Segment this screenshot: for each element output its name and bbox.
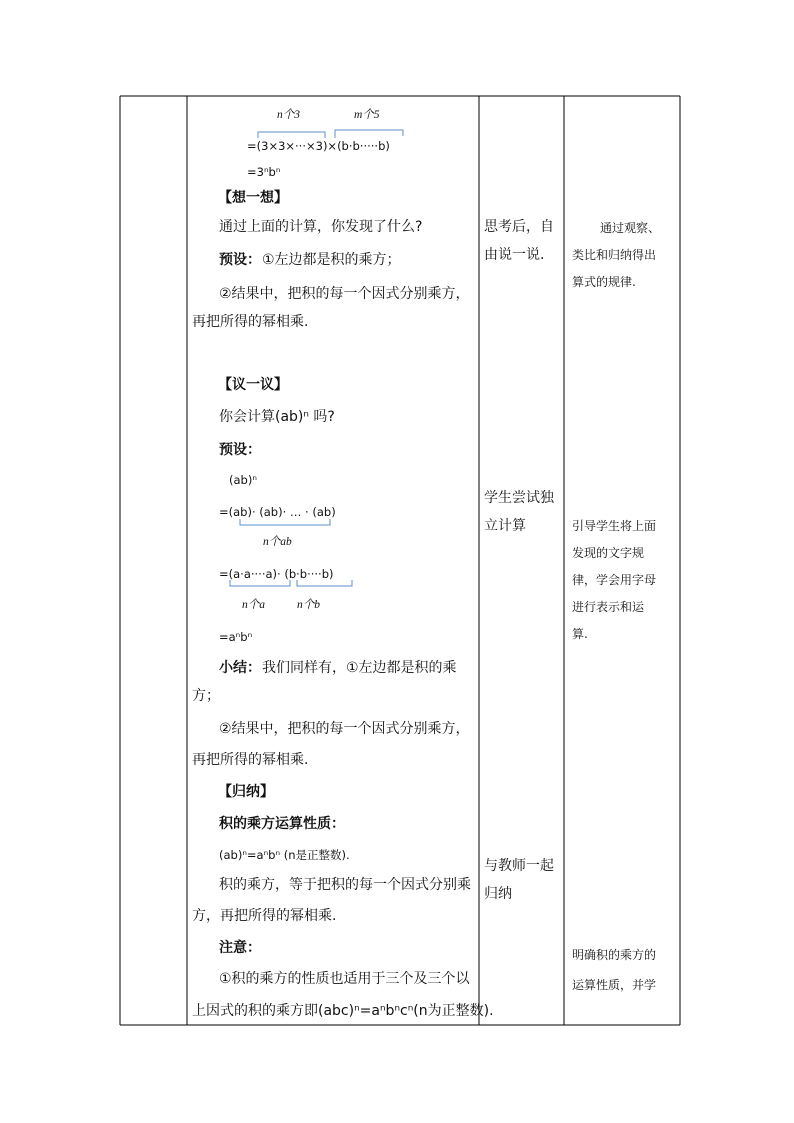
paragraph: ②结果中，把积的每一个因式分别乘方， <box>219 721 470 737</box>
caution-label: 注意： <box>219 940 261 956</box>
design-note: 通过观察、 <box>600 221 661 235</box>
preset-label: 预设： <box>219 252 261 268</box>
brace-label-n3: n个3 <box>277 109 300 121</box>
paragraph: 你会计算(ab)ⁿ 吗? <box>219 409 335 425</box>
design-note: 发现的文字规 <box>572 546 645 560</box>
design-note: 进行表示和运 <box>572 600 645 614</box>
design-note: 引导学生将上面 <box>572 519 657 533</box>
math-line: =(3×3×···×3)×(b·b·····b) <box>247 139 390 153</box>
section-heading: 【想一想】 <box>218 190 288 206</box>
paragraph: 方，再把所得的幂相乘. <box>192 908 337 924</box>
design-note: 类比和归纳得出 <box>572 248 657 262</box>
math-line: =3ⁿbⁿ <box>247 165 281 179</box>
paragraph: 我们同样有，①左边都是积的乘 <box>262 660 457 676</box>
student-activity: 学生尝试独 <box>484 490 554 506</box>
paragraph: 积的乘方，等于把积的每一个因式分别乘 <box>219 877 471 893</box>
design-note: 明确积的乘方的 <box>572 948 657 962</box>
student-activity: 与教师一起 <box>484 858 554 874</box>
paragraph: 再把所得的幂相乘. <box>192 314 309 330</box>
brace-label: n个ab <box>263 536 292 548</box>
design-note: 运算性质，并学 <box>572 978 657 992</box>
student-activity: 立计算 <box>484 518 526 534</box>
paragraph: ①左边都是积的乘方； <box>262 252 401 268</box>
brace-label: n个a <box>242 599 265 611</box>
property-title: 积的乘方运算性质： <box>219 816 345 832</box>
design-note: 律，学会用字母 <box>572 573 657 587</box>
design-note: 算式的规律. <box>572 275 636 289</box>
formula: (ab)ⁿ=aⁿbⁿ (n是正整数). <box>219 848 350 862</box>
design-note: 算. <box>572 627 588 641</box>
paragraph: ①积的乘方的性质也适用于三个及三个以 <box>219 971 470 987</box>
brace-label-m5: m个5 <box>354 109 380 121</box>
student-activity: 由说一说. <box>484 247 545 263</box>
math-line: =aⁿbⁿ <box>219 630 253 644</box>
paragraph: ②结果中，把积的每一个因式分别乘方， <box>219 286 470 302</box>
paragraph: 再把所得的幂相乘. <box>192 752 309 768</box>
preset-label: 预设： <box>219 442 261 458</box>
math-line: (ab)ⁿ <box>229 473 257 487</box>
math-line: =(a·a····a)· (b·b····b) <box>219 567 334 581</box>
summary-label: 小结： <box>219 660 261 676</box>
paragraph: 上因式的积的乘方即(abc)ⁿ=aⁿbⁿcⁿ(n为正整数). <box>192 1003 494 1019</box>
section-heading: 【归纳】 <box>218 784 274 800</box>
math-line: =(ab)· (ab)· … · (ab) <box>219 505 336 519</box>
paragraph: 方； <box>192 688 220 704</box>
section-heading: 【议一议】 <box>218 377 288 393</box>
student-activity: 归纳 <box>484 886 512 902</box>
paragraph: 通过上面的计算，你发现了什么? <box>219 219 423 235</box>
student-activity: 思考后，自 <box>484 219 554 235</box>
brace-label: n个b <box>297 599 320 611</box>
